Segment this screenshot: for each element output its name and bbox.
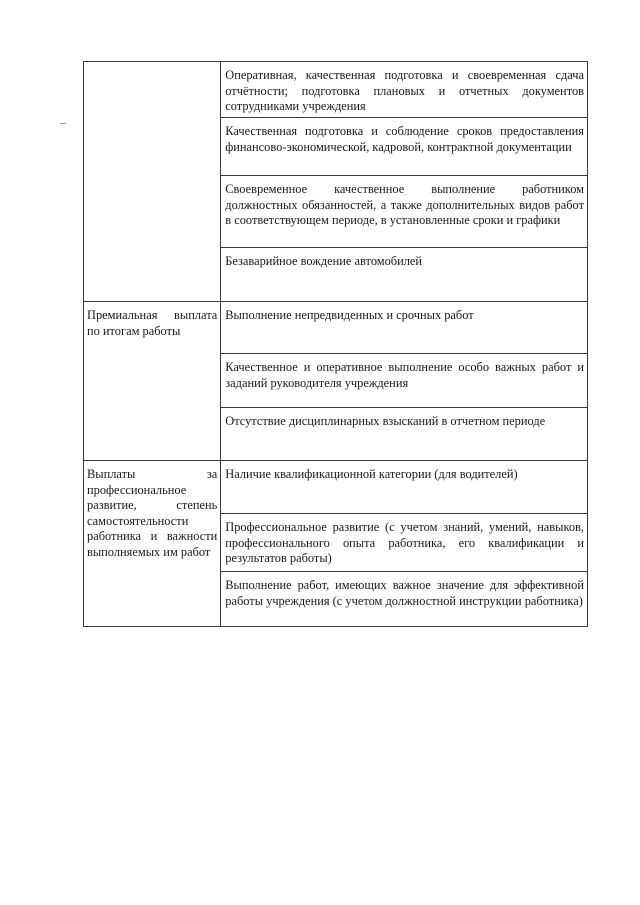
table-row — [84, 461, 588, 514]
table-row — [84, 62, 588, 118]
category-text: Премиальная выплата по итогам работы — [87, 308, 218, 338]
criteria-text: Безаварийное вождение автомобилей — [225, 254, 423, 268]
table-row — [84, 302, 588, 354]
criteria-cell — [221, 408, 588, 461]
category-text: Выплаты за профессиональное развитие, степень самостоятельности работника и важности выполняемых им работ — [87, 467, 218, 559]
criteria-text: Наличие квалификационной категории (для водителей) — [225, 467, 518, 481]
criteria-cell — [221, 514, 588, 572]
criteria-cell — [221, 118, 588, 176]
criteria-cell — [221, 354, 588, 408]
criteria-cell — [221, 461, 588, 514]
criteria-text: Оперативная, качественная подготовка и своевременная сдача отчётности; подготовка плановых и отчетных документов сотрудниками учреждения — [225, 68, 584, 113]
criteria-text: Выполнение работ, имеющих важное значение для эффективной работы учреждения (с учетом должностной инструкции работника) — [225, 578, 584, 608]
criteria-text: Качественная подготовка и соблюдение сроков предоставления финансово-экономической, кадровой, контрактной документации — [225, 124, 584, 154]
criteria-text: Отсутствие дисциплинарных взысканий в отчетном периоде — [225, 414, 546, 428]
criteria-cell — [221, 176, 588, 248]
criteria-cell — [221, 248, 588, 302]
category-cell-empty — [84, 62, 221, 302]
criteria-cell — [221, 572, 588, 627]
criteria-text: Выполнение непредвиденных и срочных работ — [225, 308, 474, 322]
payments-criteria-table — [83, 61, 588, 627]
criteria-cell — [221, 62, 588, 118]
criteria-text: Своевременное качественное выполнение работником должностных обязанностей, а также дополнительных видов работ в соответствующем периоде, в установленные сроки и графики — [225, 182, 584, 227]
criteria-text: Качественное и оперативное выполнение особо важных работ и заданий руководителя учреждения — [225, 360, 584, 390]
category-cell — [84, 461, 221, 627]
margin-mark — [60, 123, 66, 124]
criteria-cell — [221, 302, 588, 354]
category-cell — [84, 302, 221, 461]
criteria-text: Профессиональное развитие (с учетом знаний, умений, навыков, профессионального опыта работника, его квалификации и результатов работы) — [225, 520, 584, 565]
